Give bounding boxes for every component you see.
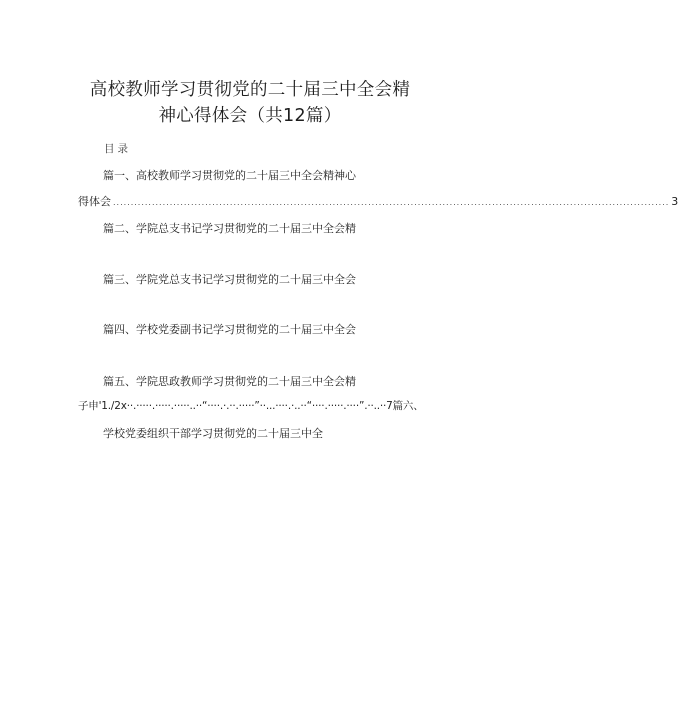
toc-entry-1-continuation[interactable] [78, 193, 678, 209]
toc-entry-5[interactable]: 篇五、学院思政教师学习贯彻党的二十届三中全会精 [103, 375, 356, 388]
toc-entry-1-page-number: 3 [671, 195, 678, 208]
toc-entry-6[interactable]: 学校党委组织干部学习贯彻党的二十届三中全 [103, 427, 323, 440]
document-title-line-2: 神心得体会（共12篇） [158, 106, 342, 126]
toc-dot-leader: ............................................................................................................................................................. [113, 198, 670, 207]
document-title-line-1: 高校教师学习贯彻党的二十届三中全会精 [89, 80, 411, 100]
toc-entry-1[interactable]: 篇一、高校教师学习贯彻党的二十届三中全会精神心 [103, 169, 356, 182]
toc-entry-1-continuation-text: 得体会 [78, 195, 111, 208]
toc-entry-2[interactable]: 篇二、学院总支书记学习贯彻党的二十届三中全会精 [103, 222, 356, 235]
toc-heading: 目录 [104, 143, 131, 155]
toc-entry-4[interactable]: 篇四、学校党委副书记学习贯彻党的二十届三中全会 [103, 323, 356, 336]
toc-entry-3[interactable]: 篇三、学院党总支书记学习贯彻党的二十届三中全会 [103, 273, 356, 286]
toc-garbled-line: 子申'1./2x··.·····.·····.·····..··“····.·.··.·····”··...····.·..··“····.·····.····”.··..··7篇六、 [78, 400, 424, 412]
